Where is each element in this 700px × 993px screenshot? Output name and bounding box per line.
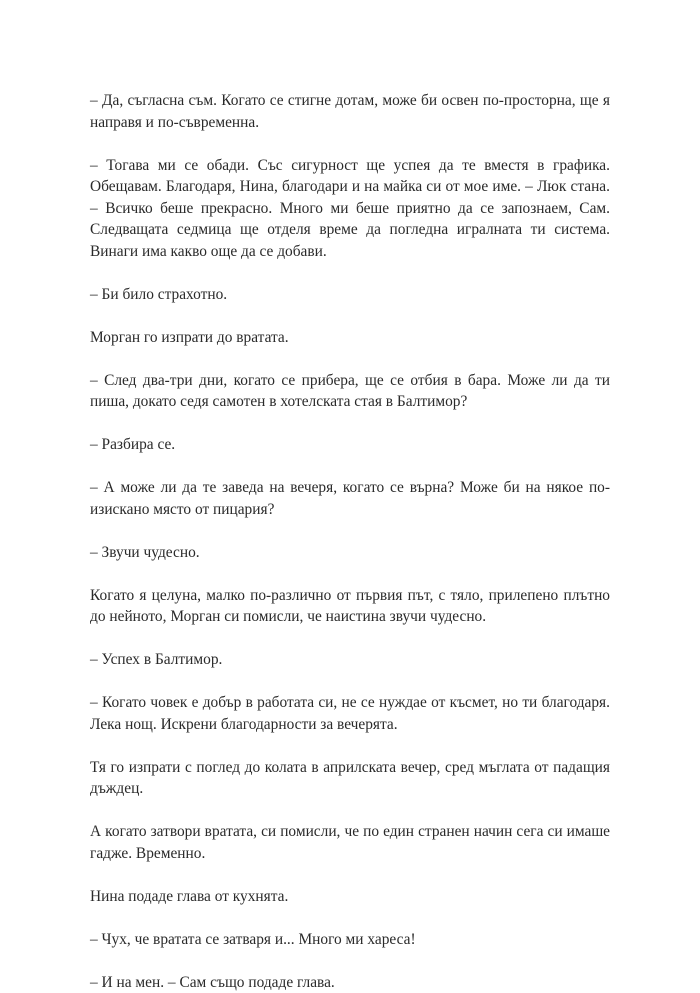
paragraph: – Когато човек е добър в работата си, не се нуждае от късмет, но ти благодаря. Лека нощ. Искрени благодарности за вечерята.: [90, 692, 610, 735]
paragraph: – И на мен. – Сам също подаде глава.: [90, 972, 610, 993]
paragraph: – Тогава ми се обади. Със сигурност ще успея да те вместя в графика. Обещавам. Благодаря, Нина, благодари и на майка си от мое име. – Люк стана. – Всичко беше прекрасно. Много ми беше приятно да се запознаем, Сам. Следващата седмица ще отделя време да погледна игралната ти система. Винаги има какво още да се добави.: [90, 155, 610, 263]
paragraph: Морган го изпрати до вратата.: [90, 327, 610, 349]
paragraph: – Разбира се.: [90, 434, 610, 456]
paragraph: – Успех в Балтимор.: [90, 649, 610, 671]
paragraph: Тя го изпрати с поглед до колата в априлската вечер, сред мъглата от падащия дъждец.: [90, 757, 610, 800]
paragraph: А когато затвори вратата, си помисли, че по един странен начин сега си имаше гадже. Временно.: [90, 821, 610, 864]
paragraph: – Звучи чудесно.: [90, 542, 610, 564]
paragraph: – Чух, че вратата се затваря и... Много ми хареса!: [90, 929, 610, 951]
paragraph: Нина подаде глава от кухнята.: [90, 886, 610, 908]
paragraph: Когато я целуна, малко по-различно от първия път, с тяло, прилепено плътно до нейното, Морган си помисли, че наистина звучи чудесно.: [90, 585, 610, 628]
paragraph: – Да, съгласна съм. Когато се стигне дотам, може би освен по-просторна, ще я направя и по-съвременна.: [90, 90, 610, 133]
paragraph: – А може ли да те заведа на вечеря, когато се върна? Може би на някое по-изискано място от пицария?: [90, 477, 610, 520]
paragraph: – Би било страхотно.: [90, 284, 610, 306]
paragraph: – След два-три дни, когато се прибера, ще се отбия в бара. Може ли да ти пиша, докато седя самотен в хотелската стая в Балтимор?: [90, 370, 610, 413]
